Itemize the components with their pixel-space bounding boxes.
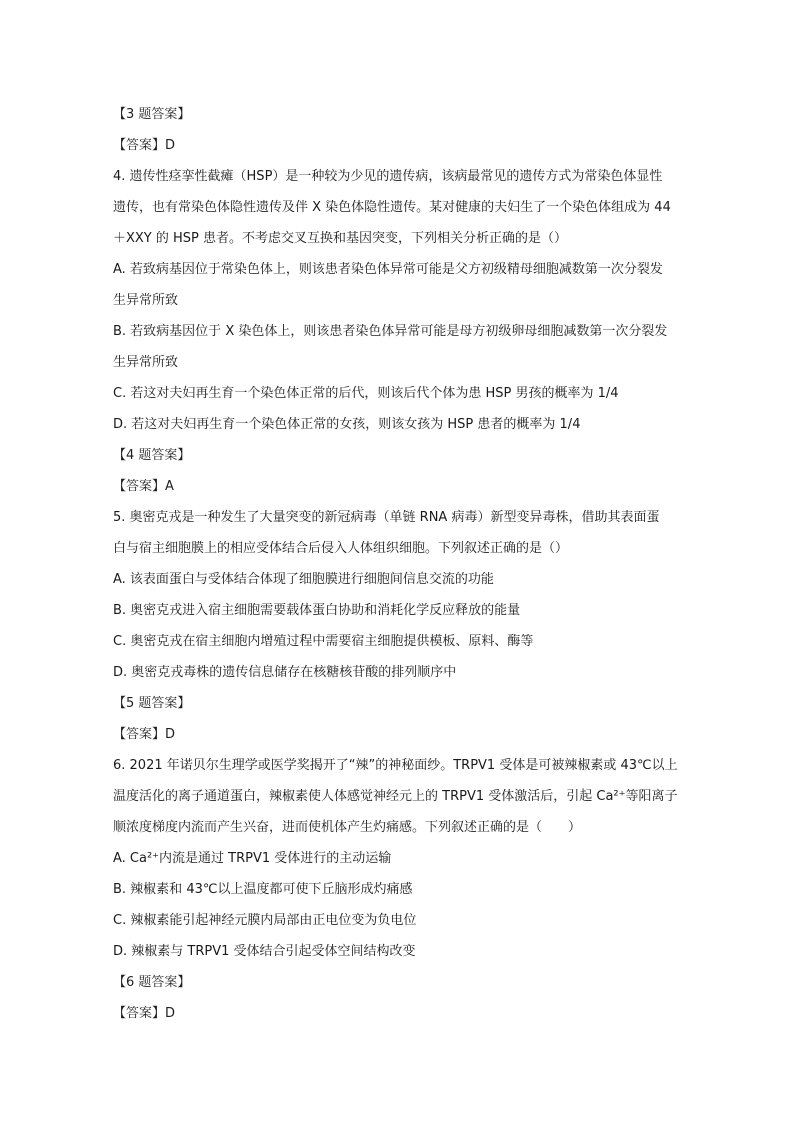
answer-section-heading-6: 【6 题答案】 [113, 975, 191, 990]
question-5-option-d: D. 奥密克戎毒株的遗传信息储存在核糖核苷酸的排列顺序中 [113, 665, 457, 680]
question-4-option-d: D. 若这对夫妇再生育一个染色体正常的女孩，则该女孩为 HSP 患者的概率为 1/4 [113, 417, 581, 432]
document-page [113, 100, 693, 1034]
question-6-option-c: C. 辣椒素能引起神经元膜内局部由正电位变为负电位 [113, 913, 417, 928]
question-4-stem: 4. 遗传性痉挛性截瘫（HSP）是一种较为少见的遗传病，该病最常见的遗传方式为常染色体显性 遗传，也有常染色体隐性遗传及伴 X 染色体隐性遗传。某对健康的夫妇生了一个染色体组成为 44 ＋XXY 的 HSP 患者。不考虑交叉互换和基因突变，下列相关分析正确的是（） [113, 169, 671, 246]
answer-label-5: 【答案】D [113, 727, 176, 742]
question-5-option-a: A. 该表面蛋白与受体结合体现了细胞膜进行细胞间信息交流的功能 [113, 572, 494, 587]
question-5-stem: 5. 奥密克戎是一种发生了大量突变的新冠病毒（单链 RNA 病毒）新型变异毒株，借助其表面蛋 白与宿主细胞膜上的相应受体结合后侵入人体组织细胞。下列叙述正确的是（） [113, 510, 660, 556]
answer-section-heading-5: 【5 题答案】 [113, 696, 191, 711]
question-5-option-c: C. 奥密克戎在宿主细胞内增殖过程中需要宿主细胞提供模板、原料、酶等 [113, 634, 534, 649]
question-4-option-a: A. 若致病基因位于常染色体上，则该患者染色体异常可能是父方初级精母细胞减数第一次分裂发 生异常所致 [113, 262, 663, 308]
question-4-option-b: B. 若致病基因位于 X 染色体上，则该患者染色体异常可能是母方初级卵母细胞减数第一次分裂发 生异常所致 [113, 324, 668, 370]
answer-section-heading-4: 【4 题答案】 [113, 448, 191, 463]
question-6-option-b: B. 辣椒素和 43℃以上温度都可使下丘脑形成灼痛感 [113, 882, 413, 897]
answer-label-6: 【答案】D [113, 1006, 176, 1021]
question-6-stem: 6. 2021 年诺贝尔生理学或医学奖揭开了“辣”的神秘面纱。TRPV1 受体是可被辣椒素或 43℃以上 温度活化的离子通道蛋白，辣椒素使人体感觉神经元上的 TRPV1 受体激活后，引起 Ca²⁺等阳离子 顺浓度梯度内流而产生兴奋，进而使机体产生灼痛感。下列叙述正确的是（ ） [113, 758, 678, 835]
question-5-option-b: B. 奥密克戎进入宿主细胞需要载体蛋白协助和消耗化学反应释放的能量 [113, 603, 521, 618]
answer-label-4: 【答案】A [113, 479, 174, 494]
question-4-option-c: C. 若这对夫妇再生育一个染色体正常的后代，则该后代个体为患 HSP 男孩的概率为 1/4 [113, 386, 619, 401]
question-6-option-d: D. 辣椒素与 TRPV1 受体结合引起受体空间结构改变 [113, 944, 416, 959]
question-6-option-a: A. Ca²⁺内流是通过 TRPV1 受体进行的主动运输 [113, 851, 392, 866]
answer-label-3: 【答案】D [113, 138, 176, 153]
answer-section-heading-3: 【3 题答案】 [113, 107, 191, 122]
